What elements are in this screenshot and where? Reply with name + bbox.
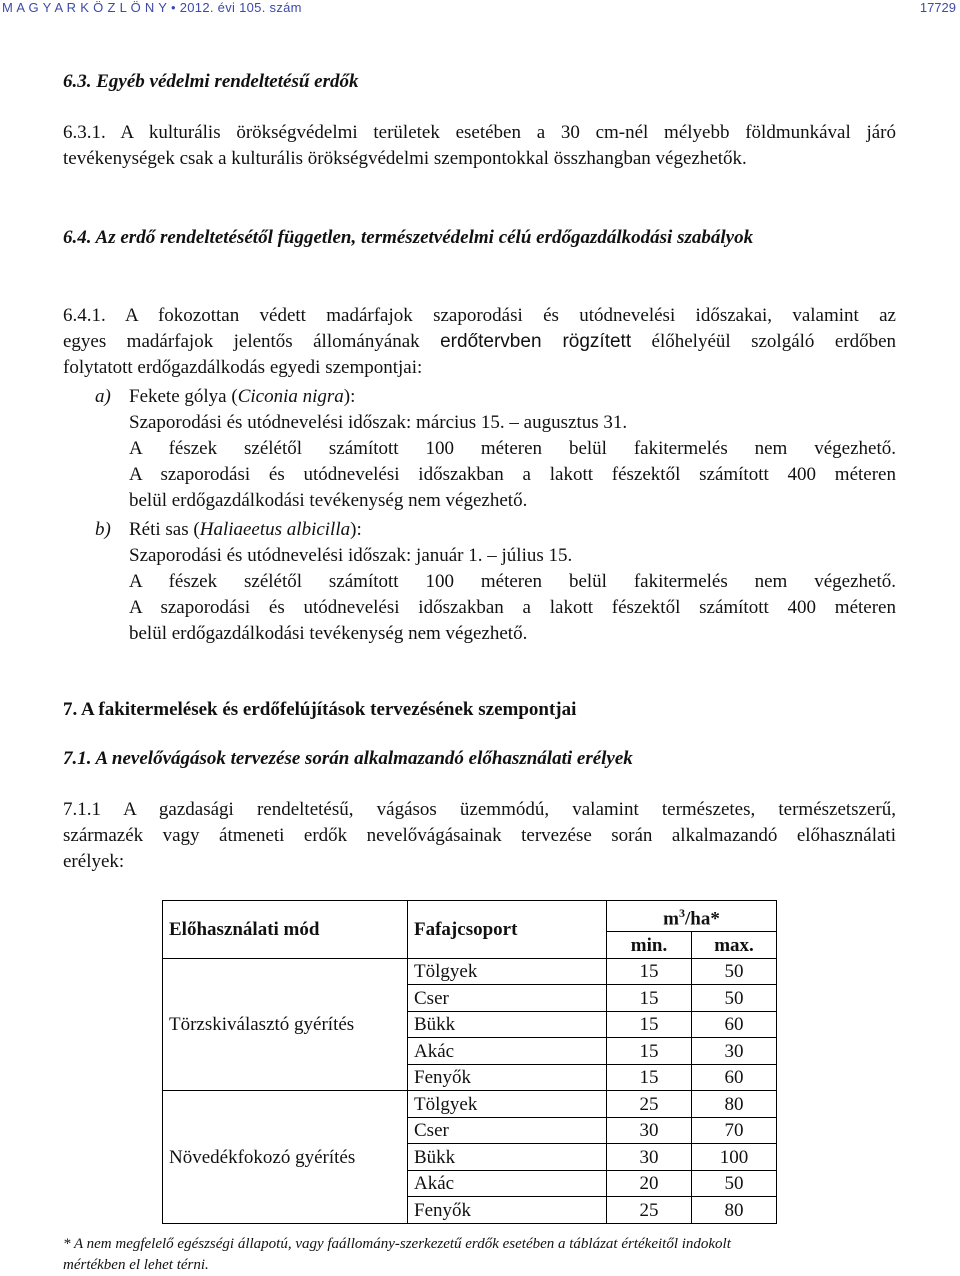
max-cell: 70	[692, 1117, 777, 1144]
item-b-title: Réti sas (Haliaeetus albicilla):	[129, 519, 362, 540]
table-row	[163, 1091, 777, 1118]
item-b-line-3: A szaporodási és utódnevelési időszakban a lakott fészektől számított 400 méteren	[129, 597, 896, 618]
max-cell: 50	[692, 985, 777, 1012]
footnote: * A nem megfelelő egészségi állapotú, vagy faállomány-szerkezetű erdők esetében a táblázat értékeitől indokolt mértékben el lehet térni.	[63, 1236, 731, 1273]
max-cell: 80	[692, 1091, 777, 1118]
section-heading-7-1: 7.1. A nevelővágások tervezése során alkalmazandó előhasználati erélyek	[63, 748, 633, 769]
method-cell: Törzskiválasztó gyérítés	[163, 958, 408, 1091]
item-a-line-1: Szaporodási és utódnevelési időszak: március 15. – augusztus 31.	[129, 412, 628, 433]
species-cell: Fenyők	[408, 1197, 607, 1224]
max-cell: 100	[692, 1144, 777, 1171]
max-cell: 50	[692, 958, 777, 985]
min-cell: 15	[607, 985, 692, 1012]
journal-header	[2, 0, 302, 15]
min-cell: 25	[607, 1197, 692, 1224]
max-cell: 60	[692, 1064, 777, 1091]
species-cell: Akác	[408, 1038, 607, 1065]
min-cell: 15	[607, 1038, 692, 1065]
page-number: 17729	[919, 0, 956, 15]
species-cell: Bükk	[408, 1011, 607, 1038]
item-a-line-3: A szaporodási és utódnevelési időszakban a lakott fészektől számított 400 méteren	[129, 464, 896, 485]
header-unit: $m^3/ha*$	[607, 901, 777, 932]
table-body	[163, 958, 777, 1223]
yield-table	[162, 900, 777, 1224]
journal-title: M A G Y A R K Ö Z L Ö N Y	[2, 0, 168, 15]
paragraph-6-4-1-line-2: egyes madárfajok jelentős állományának erdőtervben rögzített élőhelyéül szolgáló erdőben	[63, 331, 897, 352]
min-cell: 15	[607, 958, 692, 985]
max-cell: 80	[692, 1197, 777, 1224]
header-min: min.	[607, 932, 692, 959]
species-cell: Tölgyek	[408, 958, 607, 985]
header-method: Előhasználati mód	[163, 901, 408, 959]
species-cell: Akác	[408, 1170, 607, 1197]
table-row	[163, 958, 777, 985]
paragraph-7-1-1-line-3: erélyek:	[63, 851, 125, 872]
min-cell: 20	[607, 1170, 692, 1197]
min-cell: 15	[607, 1011, 692, 1038]
item-b-line-2: A fészek szélétől számított 100 méteren belül fakitermelés nem végezhető.	[129, 571, 896, 592]
item-a-line-4: belül erdőgazdálkodási tevékenység nem végezhető.	[129, 490, 528, 511]
section-heading-6-4: 6.4. Az erdő rendeltetésétől független, természetvédelmi célú erdőgazdálkodási szabályok	[63, 227, 754, 248]
max-cell: 30	[692, 1038, 777, 1065]
header-max: max.	[692, 932, 777, 959]
paragraph-7-1-1-line-2: származék vagy átmeneti erdők nevelővágásainak tervezése során alkalmazandó előhasználati	[63, 825, 896, 846]
section-heading-7: 7. A fakitermelések és erdőfelújítások tervezésének szempontjai	[63, 699, 577, 720]
species-cell: Bükk	[408, 1144, 607, 1171]
item-b-line-1: Szaporodási és utódnevelési időszak: január 1. – július 15.	[129, 545, 573, 566]
item-a-line-2: A fészek szélétől számított 100 méteren belül fakitermelés nem végezhető.	[129, 438, 896, 459]
max-cell: 60	[692, 1011, 777, 1038]
item-a-title: Fekete gólya (Ciconia nigra):	[129, 386, 356, 407]
header-species-group: Fafajcsoport	[408, 901, 607, 959]
table-header-row	[163, 901, 777, 932]
species-cell: Fenyők	[408, 1064, 607, 1091]
paragraph-6-4-1-line-3: folytatott erdőgazdálkodás egyedi szempontjai:	[63, 357, 423, 378]
min-cell: 15	[607, 1064, 692, 1091]
min-cell: 30	[607, 1117, 692, 1144]
paragraph-6-3-1-line-1: 6.3.1. A kulturális örökségvédelmi területek esetében a 30 cm-nél mélyebb földmunkával járó	[63, 122, 896, 143]
min-cell: 25	[607, 1091, 692, 1118]
min-cell: 30	[607, 1144, 692, 1171]
section-heading-6-3: 6.3. Egyéb védelmi rendeltetésű erdők	[63, 71, 359, 92]
species-cell: Cser	[408, 985, 607, 1012]
item-b-line-4: belül erdőgazdálkodási tevékenység nem végezhető.	[129, 623, 528, 644]
paragraph-6-3-1-line-2: tevékenységek csak a kulturális örökségvédelmi szempontokkal összhangban végezhetők.	[63, 148, 747, 169]
method-cell: Növedékfokozó gyérítés	[163, 1091, 408, 1224]
bullet-icon: •	[170, 0, 176, 15]
item-label-b: b)	[95, 519, 111, 540]
paragraph-7-1-1-line-1: 7.1.1 A gazdasági rendeltetésű, vágásos üzemmódú, valamint természetes, természetszerű,	[63, 799, 896, 820]
item-label-a: a)	[95, 386, 111, 407]
max-cell: 50	[692, 1170, 777, 1197]
journal-issue: 2012. évi 105. szám	[179, 0, 302, 15]
species-cell: Cser	[408, 1117, 607, 1144]
species-cell: Tölgyek	[408, 1091, 607, 1118]
paragraph-6-4-1-line-1: 6.4.1. A fokozottan védett madárfajok szaporodási és utódnevelési időszakai, valamint az	[63, 305, 896, 326]
